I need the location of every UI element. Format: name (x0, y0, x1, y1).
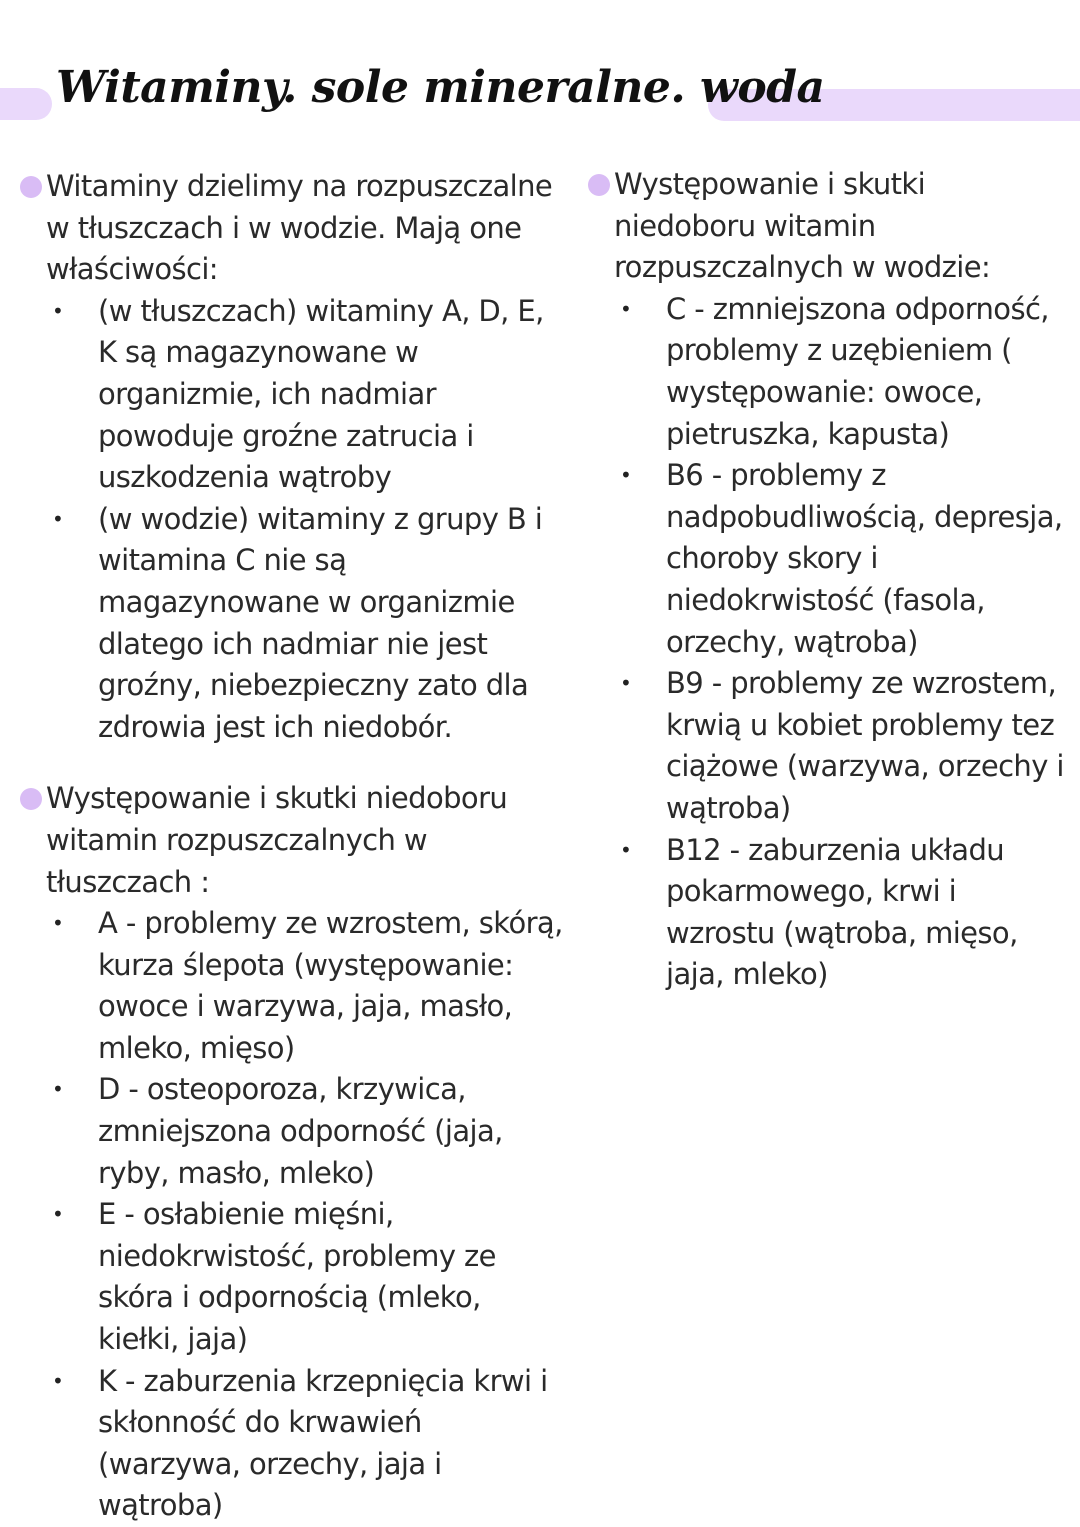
list-item-text: E - osłabienie mięśni, niedokrwistość, problemy ze skóra i odpornością (mleko, kiełki, jaja) (98, 1197, 496, 1357)
bullet-glyph: • (52, 911, 64, 936)
right-column (588, 164, 1066, 996)
section-fat-soluble-deficiency (20, 778, 568, 1527)
list-item-text: B9 - problemy ze wzrostem, krwią u kobiet problemy tez ciążowe (warzywa, orzechy i wątroba) (666, 666, 1064, 825)
bullet-glyph: • (52, 506, 64, 531)
list-item (46, 1069, 568, 1194)
bullet-list (46, 903, 568, 1527)
bullet-glyph: • (52, 298, 64, 323)
bullet-glyph: • (620, 463, 632, 488)
section-bullet-dot (20, 176, 42, 198)
bullet-glyph: • (52, 1202, 64, 1227)
list-item (614, 663, 1066, 829)
list-item-text: C - zmniejszona odporność, problemy z uzębieniem ( występowanie: owoce, pietruszka, kapusta) (666, 291, 1049, 451)
section-vitamin-types (20, 166, 568, 748)
list-item (46, 903, 568, 1069)
list-item (614, 830, 1066, 996)
bullet-glyph: • (620, 837, 632, 862)
section-intro: Witaminy dzielimy na rozpuszczalne w tłuszczach i w wodzie. Mają one właściwości: (46, 169, 553, 287)
section-intro: Występowanie i skutki niedoboru witamin rozpuszczalnych w wodzie: (614, 167, 991, 285)
list-item (46, 499, 568, 749)
section-bullet-dot (20, 788, 42, 810)
list-item (46, 1194, 568, 1360)
title-highlight-left (0, 88, 52, 120)
bullet-list (614, 289, 1066, 996)
section-intro: Występowanie i skutki niedoboru witamin rozpuszczalnych w tłuszczach : (46, 781, 508, 899)
list-item-text: A - problemy ze wzrostem, skórą, kurza ślepota (występowanie: owoce i warzywa, jaja, masło, mleko, mięso) (98, 906, 563, 1065)
list-item (614, 455, 1066, 663)
section-bullet-dot (588, 174, 610, 196)
bullet-list (46, 291, 568, 749)
bullet-glyph: • (52, 1077, 64, 1102)
list-item (614, 289, 1066, 455)
left-column (20, 166, 568, 1527)
list-item-text: (w tłuszczach) witaminy A, D, E, K są magazynowane w organizmie, ich nadmiar powoduje groźne zatrucia i uszkodzenia wątroby (98, 293, 544, 495)
section-water-soluble-deficiency (588, 164, 1066, 996)
page-title: Witaminy. sole mineralne. woda (56, 62, 825, 113)
bullet-glyph: • (620, 296, 632, 321)
list-item-text: B6 - problemy z nadpobudliwością, depresja, choroby skory i niedokrwistość (fasola, orzechy, wątroba) (666, 458, 1063, 659)
list-item-text: B12 - zaburzenia układu pokarmowego, krwi i wzrostu (wątroba, mięso, jaja, mleko) (666, 832, 1018, 992)
list-item-text: D - osteoporoza, krzywica, zmniejszona odporność (jaja, ryby, masło, mleko) (98, 1072, 503, 1190)
list-item-text: K - zaburzenia krzepnięcia krwi i skłonność do krwawień (warzywa, orzechy, jaja i wątroba) (98, 1363, 548, 1523)
list-item (46, 1361, 568, 1527)
list-item (46, 291, 568, 499)
bullet-glyph: • (52, 1368, 64, 1393)
list-item-text: (w wodzie) witaminy z grupy B i witamina C nie są magazynowane w organizmie dlatego ich nadmiar nie jest groźny, niebezpieczny zato dla zdrowia jest ich niedobór. (98, 501, 543, 744)
bullet-glyph: • (620, 671, 632, 696)
